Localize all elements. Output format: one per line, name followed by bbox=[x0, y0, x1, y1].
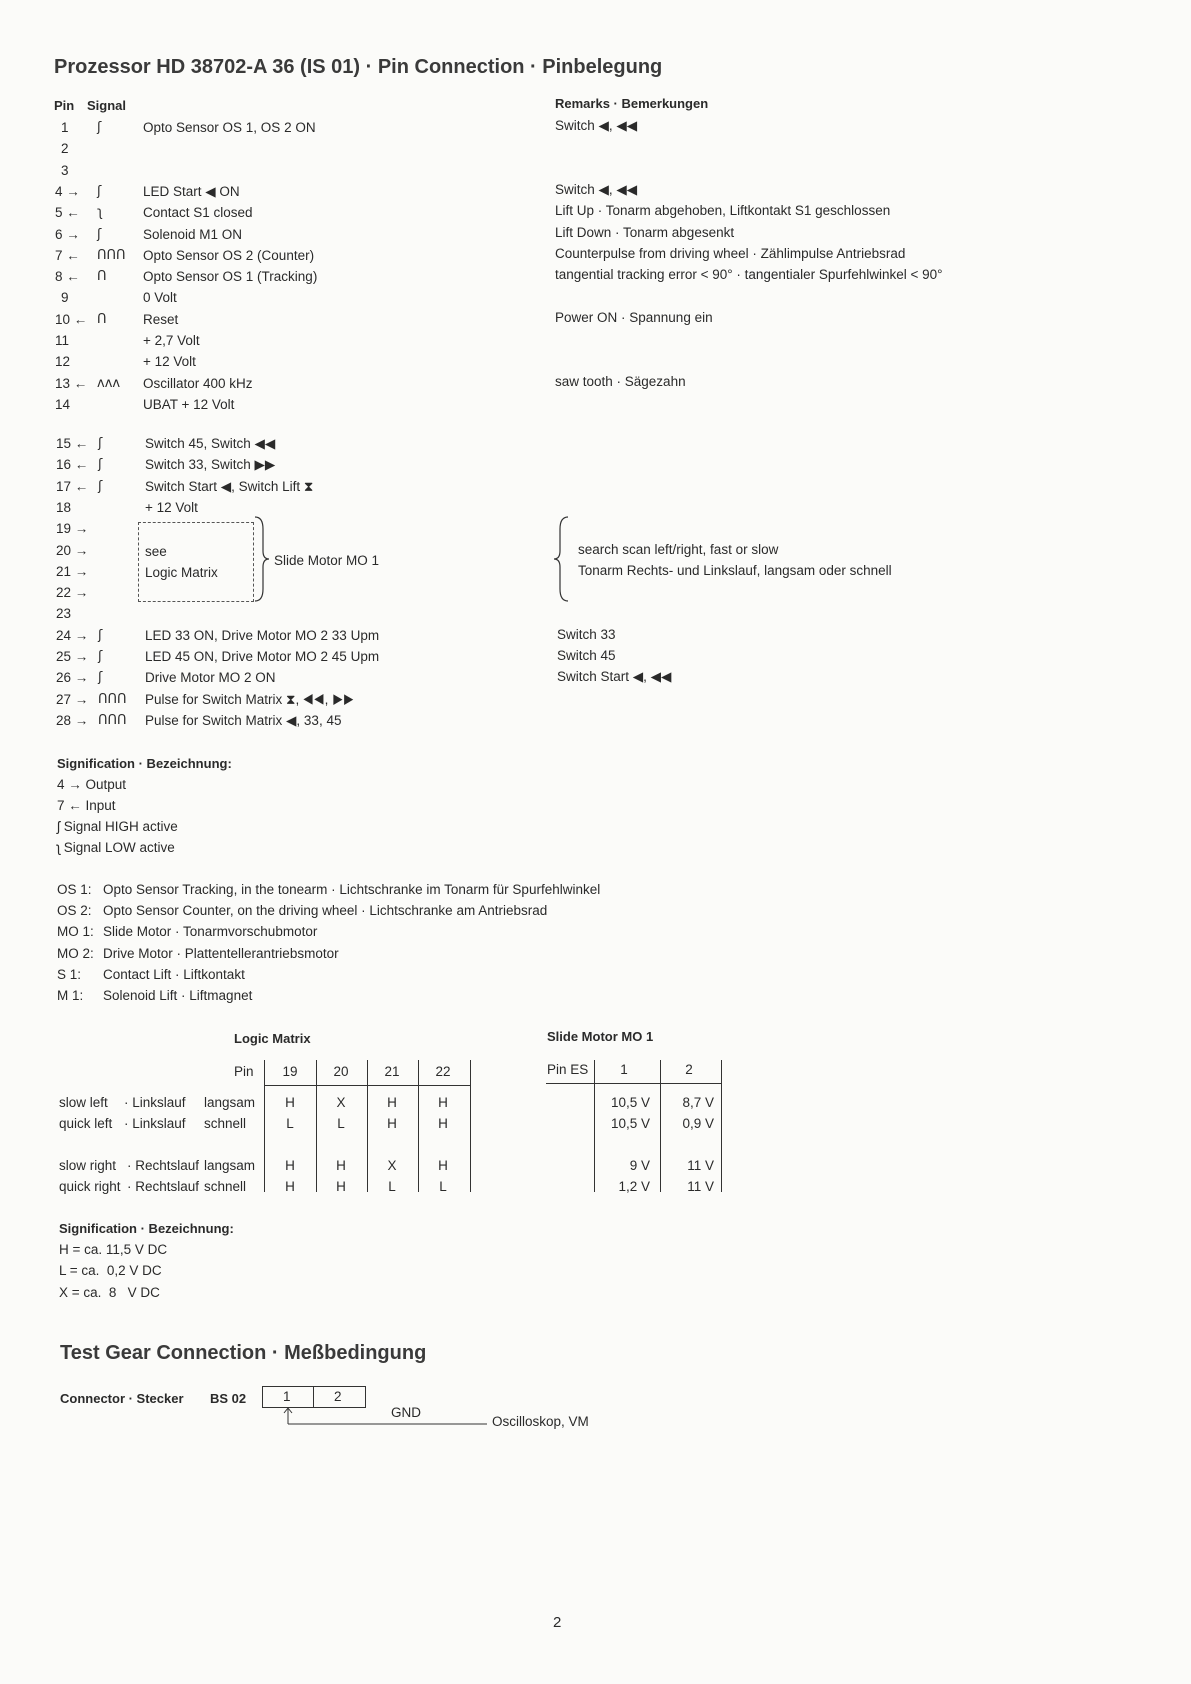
gnd-wire bbox=[282, 1406, 492, 1428]
signal-symbol: ʅ bbox=[97, 205, 103, 221]
sm-cell: 9 V bbox=[629, 1158, 650, 1173]
search-text-2: Tonarm Rechts- und Linkslauf, langsam oder schnell bbox=[578, 563, 892, 578]
lm-cell: H bbox=[285, 1179, 295, 1194]
signal-name: UBAT + 12 Volt bbox=[143, 396, 235, 412]
abbrev-key: M 1: bbox=[57, 988, 84, 1003]
lm-cell: L bbox=[286, 1116, 294, 1131]
pin-number: 1 bbox=[61, 120, 69, 135]
pin-number: 9 bbox=[61, 290, 69, 306]
signal-name: Switch Start ◀, Switch Lift ⧗ bbox=[145, 478, 314, 494]
remark: Lift Down · Tonarm abgesenkt bbox=[555, 224, 735, 240]
remark-26: Switch Start ◀, ◀◀ bbox=[557, 669, 672, 684]
search-text-1: search scan left/right, fast or slow bbox=[578, 542, 779, 557]
pin-number: 25 → bbox=[56, 649, 89, 664]
signal-name: Reset bbox=[143, 311, 179, 327]
signal-name: 0 Volt bbox=[143, 290, 177, 306]
pin-number: 20 → bbox=[56, 542, 89, 558]
signal-name: Switch 45, Switch ◀◀ bbox=[145, 436, 276, 451]
lm-row-label: · Linkslauf bbox=[124, 1095, 186, 1110]
signal-name: Opto Sensor OS 1, OS 2 ON bbox=[143, 120, 316, 135]
signal-symbol: ʃ bbox=[98, 670, 103, 686]
lm-pin-label: Pin bbox=[234, 1064, 254, 1079]
pin-number: 15 ← bbox=[56, 436, 89, 451]
lm-cell: H bbox=[387, 1095, 397, 1110]
abbrev-key: MO 1: bbox=[57, 924, 94, 940]
signal-symbol: ʃ bbox=[98, 457, 103, 473]
sm-pin-label: Pin ES bbox=[547, 1062, 589, 1077]
signal-name: Contact S1 closed bbox=[143, 205, 253, 221]
sm-cell: 0,9 V bbox=[682, 1116, 714, 1131]
sm-cell: 10,5 V bbox=[610, 1116, 650, 1131]
pin-number: 23 bbox=[56, 606, 72, 622]
col-pin-header: Pin bbox=[54, 98, 75, 113]
lm-row-label: quick left bbox=[59, 1116, 113, 1131]
pin-number: 28 → bbox=[56, 712, 89, 728]
lm-row-label: slow left bbox=[59, 1095, 108, 1110]
signal-name: LED 33 ON, Drive Motor MO 2 33 Upm bbox=[145, 627, 380, 643]
abbrev-key: OS 1: bbox=[57, 882, 92, 897]
abbrev-key: S 1: bbox=[57, 966, 82, 982]
remark-24: Switch 33 bbox=[557, 627, 616, 642]
lm-row-label: quick right bbox=[59, 1179, 121, 1194]
sm-col-header: 2 bbox=[685, 1062, 693, 1077]
signal-name: Opto Sensor OS 2 (Counter) bbox=[143, 247, 315, 263]
signal-name: Drive Motor MO 2 ON bbox=[145, 670, 276, 686]
pin-number: 26 → bbox=[56, 670, 89, 686]
sm-cell: 11 V bbox=[687, 1158, 714, 1173]
lm-cell: H bbox=[438, 1116, 448, 1131]
abbrev-value: Slide Motor · Tonarmvorschubmotor bbox=[103, 924, 318, 940]
lm-cell: L bbox=[388, 1179, 396, 1194]
slide-motor-label: Slide Motor MO 1 bbox=[274, 553, 380, 568]
page-title: Prozessor HD 38702-A 36 (IS 01) · Pin Connection · Pinbelegung bbox=[54, 56, 663, 78]
signal-symbol: ʃ bbox=[98, 649, 103, 664]
pin-number: 13 ← bbox=[55, 375, 88, 391]
pin-number: 24 → bbox=[56, 627, 89, 643]
signal-name: Oscillator 400 kHz bbox=[143, 375, 253, 391]
pin-number: 6 → bbox=[55, 226, 80, 242]
signification2-title: Signification · Bezeichnung: bbox=[59, 1221, 234, 1236]
sm-cell: 8,7 V bbox=[682, 1095, 714, 1110]
lm-col-header: 20 bbox=[333, 1064, 349, 1079]
signal-symbol: ʃ bbox=[97, 226, 102, 242]
sm-hline bbox=[546, 1083, 722, 1084]
remark-25: Switch 45 bbox=[557, 648, 616, 663]
signification-title: Signification · Bezeichnung: bbox=[57, 756, 232, 771]
sig-item: ʃ Signal HIGH active bbox=[57, 819, 178, 834]
gnd-label: GND bbox=[391, 1405, 421, 1420]
lm-cell: L bbox=[337, 1116, 345, 1131]
logic-matrix-title: Logic Matrix bbox=[234, 1031, 311, 1046]
pin-number: 12 bbox=[55, 354, 71, 370]
sig2-item: H = ca. 11,5 V DC bbox=[59, 1242, 168, 1257]
signal-name: Solenoid M1 ON bbox=[143, 226, 243, 242]
lm-hline bbox=[264, 1085, 471, 1086]
sig-item: 7 ← Input bbox=[57, 798, 116, 813]
lm-cell: X bbox=[336, 1095, 346, 1110]
remark: Switch ◀, ◀◀ bbox=[555, 118, 638, 133]
signal-name: LED Start ◀ ON bbox=[143, 183, 240, 199]
signal-symbol: ʃ bbox=[98, 627, 103, 643]
signal-name: Switch 33, Switch ▶▶ bbox=[145, 457, 276, 473]
lm-col-header: 19 bbox=[282, 1064, 298, 1079]
pin-number: 10 ← bbox=[55, 311, 88, 327]
signal-name: Pulse for Switch Matrix ◀, 33, 45 bbox=[145, 712, 342, 728]
lm-row-label: schnell bbox=[204, 1116, 247, 1131]
sm-cell: 10,5 V bbox=[610, 1095, 650, 1110]
abbrev-value: Opto Sensor Counter, on the driving wheel · Lichtschranke am Antriebsrad bbox=[103, 903, 548, 919]
abbrev-value: Contact Lift · Liftkontakt bbox=[103, 966, 245, 982]
pin-number: 21 → bbox=[56, 563, 89, 579]
slide-motor-title: Slide Motor MO 1 bbox=[547, 1029, 654, 1044]
abbrev-key: OS 2: bbox=[57, 903, 92, 919]
pin-number: 16 ← bbox=[56, 457, 89, 473]
abbrev-value: Solenoid Lift · Liftmagnet bbox=[103, 988, 253, 1003]
pin-number: 22 → bbox=[56, 585, 89, 601]
signal-name: LED 45 ON, Drive Motor MO 2 45 Upm bbox=[145, 649, 380, 664]
sm-cell: 11 V bbox=[687, 1179, 714, 1194]
signal-symbol: ʃ bbox=[97, 183, 102, 199]
abbrev-value: Opto Sensor Tracking, in the tonearm · Lichtschranke im Tonarm für Spurfehlwinkel bbox=[103, 882, 601, 897]
signal-name: + 2,7 Volt bbox=[143, 333, 200, 348]
lm-cell: H bbox=[438, 1095, 448, 1110]
sig-item: ʅ Signal LOW active bbox=[57, 840, 175, 855]
signal-symbol: ʃ bbox=[97, 120, 102, 135]
signal-symbol: ՈՈՈ bbox=[98, 691, 127, 707]
lm-cell: H bbox=[336, 1179, 346, 1194]
col-remarks-header: Remarks · Bemerkungen bbox=[555, 96, 709, 111]
connector-pin-1: 1 bbox=[283, 1389, 291, 1404]
abbrev-key: MO 2: bbox=[57, 945, 94, 961]
signal-symbol: Ո bbox=[97, 311, 107, 327]
lm-row-label: · Rechtslauf bbox=[127, 1179, 200, 1194]
lm-row-label: langsam bbox=[204, 1158, 256, 1173]
pin-number: 17 ← bbox=[56, 478, 89, 494]
pin-number: 4 → bbox=[55, 183, 80, 199]
right-brace bbox=[253, 515, 273, 603]
remark: Lift Up · Tonarm abgehoben, Liftkontakt S1 geschlossen bbox=[555, 203, 891, 219]
lm-cell: H bbox=[387, 1116, 397, 1131]
remark: Counterpulse from driving wheel · Zählimpulse Antriebsrad bbox=[555, 245, 906, 261]
lm-row-label: slow right bbox=[59, 1158, 117, 1173]
signal-symbol: ʃ bbox=[98, 478, 103, 494]
signal-symbol: ʃ bbox=[98, 436, 103, 451]
logic-matrix-label: Logic Matrix bbox=[145, 565, 218, 580]
pin-number: 11 bbox=[55, 333, 70, 348]
remark: saw tooth · Sägezahn bbox=[555, 373, 686, 389]
signal-name: + 12 Volt bbox=[143, 354, 196, 370]
lm-vline bbox=[470, 1060, 471, 1192]
signal-symbol: ՈՈՈ bbox=[97, 247, 126, 263]
signal-name: Opto Sensor OS 1 (Tracking) bbox=[143, 269, 318, 285]
lm-row-label: langsam bbox=[204, 1095, 256, 1110]
signal-symbol: ՈՈՈ bbox=[98, 712, 127, 728]
connector-pin-2: 2 bbox=[334, 1389, 342, 1404]
bs-label: BS 02 bbox=[210, 1391, 247, 1406]
oscilloscope-label: Oscilloskop, VM bbox=[492, 1414, 589, 1429]
lm-row-label: · Linkslauf bbox=[124, 1116, 186, 1131]
lm-cell: H bbox=[438, 1158, 448, 1173]
sm-vline bbox=[594, 1060, 595, 1192]
abbrev-value: Drive Motor · Plattentellerantriebsmotor bbox=[103, 945, 339, 961]
signal-name: Pulse for Switch Matrix ⧗, ◀◀, ▶▶ bbox=[145, 691, 354, 707]
lm-cell: H bbox=[336, 1158, 346, 1173]
sig2-item: L = ca. 0,2 V DC bbox=[59, 1263, 162, 1278]
left-brace bbox=[552, 515, 572, 603]
connector-label: Connector · Stecker bbox=[60, 1391, 184, 1406]
pin-number: 7 ← bbox=[55, 247, 80, 263]
lm-cell: X bbox=[387, 1158, 397, 1173]
pin-number: 14 bbox=[55, 396, 71, 412]
remark: tangential tracking error < 90° · tangentialer Spurfehlwinkel < 90° bbox=[555, 267, 943, 283]
sig-item: 4 → Output bbox=[57, 777, 127, 792]
pin-number: 27 → bbox=[56, 691, 89, 707]
lm-col-header: 22 bbox=[435, 1064, 451, 1079]
lm-cell: H bbox=[285, 1095, 295, 1110]
pin-number: 19 → bbox=[56, 521, 89, 537]
page-number: 2 bbox=[553, 1614, 562, 1631]
sm-col-header: 1 bbox=[620, 1062, 628, 1077]
connector-divider bbox=[313, 1386, 314, 1407]
lm-cell: H bbox=[285, 1158, 295, 1173]
sm-vline bbox=[721, 1060, 722, 1192]
pin-number: 8 ← bbox=[55, 269, 80, 285]
remark: Switch ◀, ◀◀ bbox=[555, 181, 638, 197]
pin-number: 5 ← bbox=[55, 205, 80, 221]
pin-number: 18 bbox=[56, 499, 72, 515]
signal-symbol: ʌʌʌ bbox=[97, 375, 121, 391]
test-gear-title: Test Gear Connection · Meßbedingung bbox=[60, 1342, 427, 1364]
logic-matrix-ref-box bbox=[138, 522, 254, 602]
signal-symbol: Ո bbox=[97, 269, 107, 285]
lm-row-label: schnell bbox=[204, 1179, 247, 1194]
lm-col-header: 21 bbox=[384, 1064, 400, 1079]
signal-name: + 12 Volt bbox=[145, 499, 198, 515]
col-signal-header: Signal bbox=[87, 98, 127, 113]
sm-cell: 1,2 V bbox=[618, 1179, 650, 1194]
sig2-item: X = ca. 8 V DC bbox=[59, 1285, 160, 1300]
pin-number: 3 bbox=[61, 162, 69, 178]
sm-vline bbox=[660, 1060, 661, 1192]
connector-box bbox=[262, 1386, 366, 1408]
lm-cell: L bbox=[439, 1179, 447, 1194]
lm-row-label: · Rechtslauf bbox=[127, 1158, 200, 1173]
pin-number: 2 bbox=[61, 141, 69, 157]
remark: Power ON · Spannung ein bbox=[555, 309, 713, 325]
see-label: see bbox=[145, 544, 167, 559]
